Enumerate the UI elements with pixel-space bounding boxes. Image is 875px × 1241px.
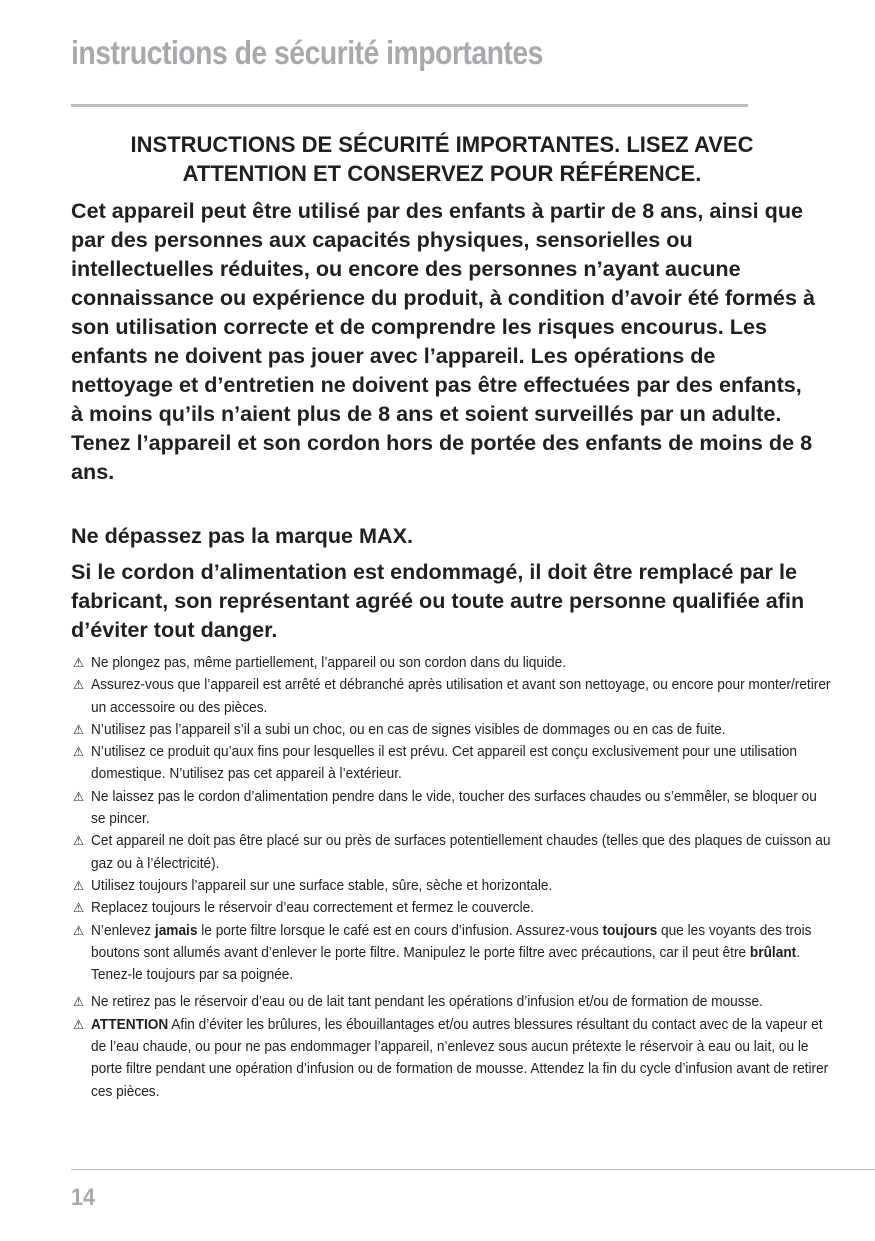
section-title bbox=[71, 130, 813, 188]
warning-item bbox=[73, 652, 832, 674]
page-header-title: instructions de sécurité importantes bbox=[71, 34, 543, 71]
warning-item bbox=[73, 875, 832, 897]
warning-triangle-icon: ⚠ bbox=[73, 922, 85, 938]
warning-item bbox=[73, 786, 832, 831]
warning-text: Cet appareil ne doit pas être placé sur ou près de surfaces potentiellement chaudes (telles que des plaques de cuisson au gaz ou à l’électricité). bbox=[91, 833, 831, 872]
warning-triangle-icon: ⚠ bbox=[73, 994, 85, 1010]
warning-triangle-icon: ⚠ bbox=[73, 655, 85, 670]
warning-item bbox=[73, 830, 832, 875]
warning-triangle-icon: ⚠ bbox=[73, 877, 85, 893]
lead-paragraph-power-cord: Si le cordon d’alimentation est endommagé, il doit être remplacé par le fabricant, son représentant agréé ou toute autre personne qualifiée afin d’éviter tout danger. bbox=[71, 559, 805, 642]
warning-text: Replacez toujours le réservoir d’eau correctement et fermez le couvercle. bbox=[91, 900, 535, 917]
warning-triangle-icon: ⚠ bbox=[73, 744, 85, 760]
warning-text-part: N’enlevez bbox=[91, 922, 155, 939]
warning-item bbox=[73, 719, 832, 741]
warning-text: N’utilisez ce produit qu’aux fins pour lesquelles il est prévu. Cet appareil est conçu exclusivement pour une utilisation domestique. N’utilisez pas cet appareil à l’extérieur. bbox=[91, 744, 798, 783]
section-title-line-2: ATTENTION ET CONSERVEZ POUR RÉFÉRENCE. bbox=[182, 161, 702, 186]
warning-triangle-icon: ⚠ bbox=[73, 677, 85, 693]
warning-emphasis: brûlant bbox=[749, 944, 797, 961]
warning-text: N’utilisez pas l’appareil s’il a subi un choc, ou en cas de signes visibles de dommages ou en cas de fuite. bbox=[91, 721, 726, 738]
warning-triangle-icon: ⚠ bbox=[73, 833, 85, 849]
warning-text: Ne laissez pas le cordon d’alimentation pendre dans le vide, toucher des surfaces chaudes ou s’emmêler, se bloquer ou se pincer. bbox=[91, 788, 817, 828]
warning-text: Ne plongez pas, même partiellement, l’appareil ou son cordon dans du liquide. bbox=[91, 655, 567, 671]
warning-item bbox=[73, 920, 832, 987]
warning-text-part: que les voyants des trois boutons sont allumés avant d’enlever le porte filtre. Manipulez le porte filtre avec précautions, car il peut être bbox=[91, 922, 812, 961]
warning-item bbox=[73, 674, 832, 719]
warning-item bbox=[73, 897, 832, 919]
warning-list bbox=[73, 652, 831, 1103]
warning-emphasis: jamais bbox=[154, 922, 198, 939]
warning-text: Assurez-vous que l’appareil est arrêté et débranché après utilisation et avant son nettoyage, ou encore pour monter/retirer un accessoire ou des pièces. bbox=[91, 677, 831, 716]
warning-item bbox=[73, 991, 832, 1013]
warning-text-part: le porte filtre lorsque le café est en cours d’infusion. Assurez-vous bbox=[197, 922, 603, 939]
lead-paragraph-children: Cet appareil peut être utilisé par des enfants à partir de 8 ans, ainsi que par des personnes aux capacités physiques, sensorielles ou intellectuelles réduites, ou encore des personnes n’ayant aucune connaissance ou expérience du produit, à condition d’avoir été formés à son utilisation correcte et de comprendre les risques encourus. Les enfants ne doivent pas jouer avec l’appareil. Les opérations de nettoyage et d’entretien ne doivent pas être effectuées par des enfants, à moins qu’ils n’aient plus de 8 ans et soient surveillés par un adulte. Tenez l’appareil et son cordon hors de portée des enfants de moins de 8 ans. bbox=[71, 198, 815, 484]
warning-emphasis: toujours bbox=[602, 922, 658, 939]
footer-divider bbox=[71, 1169, 875, 1170]
warning-text-part: Afin d’éviter les brûlures, les ébouillantages et/ou autres blessures résultant du contact avec de la vapeur et de l’eau chaude, ou pour ne pas endommager l’appareil, n’enlevez sous aucun prétexte le réservoir à eau ou lait, ou le porte filtre pendant une opération d’infusion ou de formation de mousse. Attendez la fin du cycle d’infusion avant de retirer ces pièces. bbox=[91, 1016, 829, 1100]
warning-text: Utilisez toujours l’appareil sur une surface stable, sûre, sèche et horizontale. bbox=[91, 877, 553, 894]
warning-text: Ne retirez pas le réservoir d’eau ou de lait tant pendant les opérations d’infusion et/ou de formation de mousse. bbox=[91, 994, 763, 1011]
warning-text-part: . Tenez-le toujours par sa poignée. bbox=[91, 944, 801, 984]
warning-item bbox=[73, 1014, 832, 1103]
page-number: 14 bbox=[71, 1184, 96, 1211]
warning-triangle-icon: ⚠ bbox=[73, 721, 85, 737]
warning-triangle-icon: ⚠ bbox=[73, 788, 85, 804]
warning-triangle-icon: ⚠ bbox=[73, 1016, 85, 1032]
lead-paragraph-max-mark: Ne dépassez pas la marque MAX. bbox=[71, 523, 414, 548]
warning-emphasis: ATTENTION bbox=[91, 1016, 169, 1033]
warning-item bbox=[73, 741, 832, 786]
header-divider bbox=[71, 104, 748, 107]
warning-triangle-icon: ⚠ bbox=[73, 900, 85, 916]
section-title-line-1: INSTRUCTIONS DE SÉCURITÉ IMPORTANTES. LISEZ AVEC bbox=[130, 132, 754, 157]
